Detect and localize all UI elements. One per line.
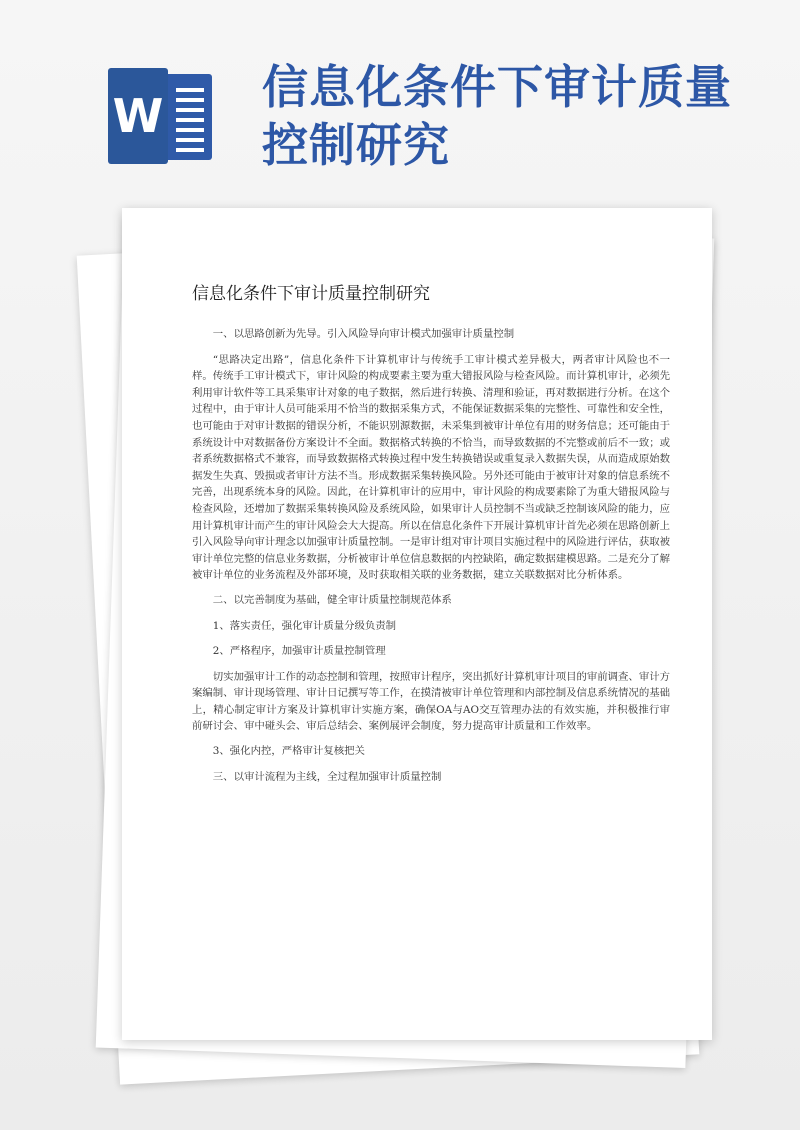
document-body <box>192 326 670 794</box>
section-heading-1: 一、以思路创新为先导。引入风险导向审计模式加强审计质量控制 <box>212 328 515 340</box>
section-heading-2: 二、以完善制度为基础，健全审计质量控制规范体系 <box>212 593 452 606</box>
subheading-2-1: 1、落实责任，强化审计质量分级负责制 <box>212 619 397 632</box>
word-document-icon <box>108 68 216 164</box>
document-page <box>122 208 712 1040</box>
hero-title: 信息化条件下审计质量控制研究 <box>262 60 732 172</box>
paragraph-dynamic-control: 切实加强审计工作的动态控制和管理，按照审计程序，突出抓好计算机审计项目的审前调查、审计方案编制、审计现场管理、审计日记撰写等工作，在摸清被审计单位管理和内部控制及信息系统情况的基础上，精心制定审计方案及计算机审计实施方案，确保OA与AO交互管理办法的有效实施，并积极推行审前研讨会、审中碰头会、审后总结会、案例展评会制度，努力提高审计质量和工作效率。 <box>192 670 670 733</box>
subheading-2-3: 3、强化内控，严格审计复核把关 <box>212 745 365 758</box>
paragraph-risk-oriented-audit: “思路决定出路”，信息化条件下计算机审计与传统手工审计模式差异极大，两者审计风险也不一样。传统手工审计模式下，审计风险的构成要素主要为重大错报风险与检查风险。而计算机审计，必须先利用审计软件等工具采集审计对象的电子数据，然后进行转换、清理和验证，再对数据进行分析。在这个过程中，由于审计人员可能采用不恰当的数据采集方式，不能保证数据采集的完整性、可靠性和安全性，也可能由于对审计数据的错误分析，不能识别源数据，未采集到被审计单位有用的财务信息；还可能由于系统设计中对数据备份方案设计不全面。数据格式转换的不恰当，而导致数据的不完整或前后不一致；或者系统数据格式不兼容，而导致数据格式转换过程中发生转换错误或重复录入数据失误，从而造成原始数据发生失真、毁损或者审计方法不当。形成数据采集转换风险。另外还可能由于被审计对象的信息系统不完善，出现系统本身的风险。因此，在计算机审计的应用中，审计风险的构成要素除了为重大错报风险与检查风险，还增加了数据采集转换风险及系统风险，如果审计人员控制不当或缺乏控制该风险的能力，应用计算机审计而产生的审计风险会大大提高。所以在信息化条件下开展计算机审计首先必须在思路创新上引入风险导向审计理念以加强审计质量控制。一是审计组对审计项目实施过程中的风险进行评估，获取被审计单位完整的信息业务数据，分析被审计单位信息数据的内控缺陷，确定数据建模思路。二是充分了解被审计单位的业务流程及外部环境，及时获取相关联的业务数据，建立关联数据对比分析体系。 <box>192 353 670 582</box>
section-heading-3: 三、以审计流程为主线，全过程加强审计质量控制 <box>212 770 442 783</box>
subheading-2-2: 2、严格程序，加强审计质量控制管理 <box>212 645 386 658</box>
document-title: 信息化条件下审计质量控制研究 <box>192 284 430 304</box>
word-letter-badge: W <box>108 68 168 164</box>
